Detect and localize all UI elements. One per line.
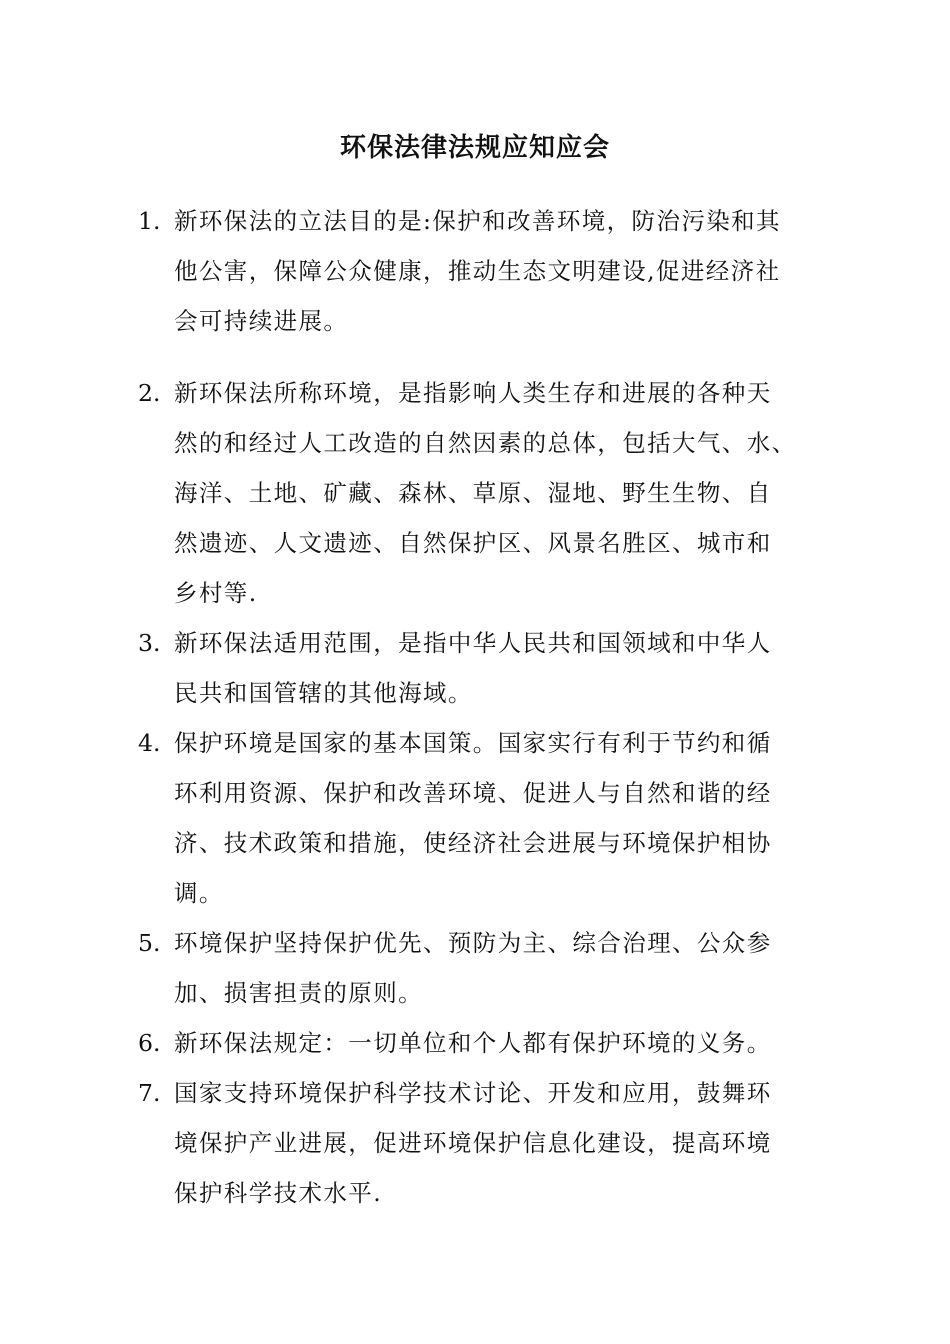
item-text-line: 然的和经过人工改造的自然因素的总体，包括大气、水、 <box>174 429 797 457</box>
item-number: 1. <box>138 207 161 235</box>
item-text-line: 新环保法适用范围，是指中华人民共和国领域和中华人 <box>174 629 772 657</box>
item-text-line: 国家支持环境保护科学技术讨论、开发和应用，鼓舞环 <box>174 1079 772 1107</box>
item-text-line: 调。 <box>174 879 224 907</box>
item-text-line: 济、技术政策和措施，使经济社会进展与环境保护相协 <box>174 829 772 857</box>
item-text-line: 境保护产业进展，促进环境保护信息化建设，提高环境 <box>174 1129 772 1157</box>
item-text-line: 乡村等. <box>174 579 258 607</box>
item-text-line: 他公害，保障公众健康，推动生态文明建设,促进经济社 <box>174 257 781 285</box>
item-text-line: 环利用资源、保护和改善环境、促进人与自然和谐的经 <box>174 779 772 807</box>
item-number: 3. <box>138 629 161 657</box>
list-item-7 <box>138 1068 828 1218</box>
item-text-line: 保护科学技术水平. <box>174 1179 383 1207</box>
list-item-2 <box>138 368 828 618</box>
item-text-line: 环境保护坚持保护优先、预防为主、综合治理、公众参 <box>174 929 772 957</box>
item-text-line: 加、损害担责的原则。 <box>174 979 423 1007</box>
list-item-4 <box>138 718 828 918</box>
item-number: 2. <box>138 379 161 407</box>
item-number: 5. <box>138 929 161 957</box>
item-text-line: 保护环境是国家的基本国策。国家实行有利于节约和循 <box>174 729 772 757</box>
list-item-3 <box>138 618 828 718</box>
item-number: 6. <box>138 1029 161 1057</box>
item-text-line: 新环保法所称环境，是指影响人类生存和进展的各种天 <box>174 379 772 407</box>
paragraph-gap <box>138 346 828 368</box>
item-text-line: 会可持续进展。 <box>174 307 349 335</box>
list-item-6 <box>138 1018 828 1068</box>
page-title: 环保法律法规应知应会 <box>339 133 610 163</box>
item-text-line: 然遗迹、人文遗迹、自然保护区、风景名胜区、城市和 <box>174 529 772 557</box>
item-text-line: 新环保法规定：一切单位和个人都有保护环境的义务。 <box>174 1029 772 1057</box>
item-number: 4. <box>138 729 161 757</box>
list-item-5 <box>138 918 828 1018</box>
item-number: 7. <box>138 1079 161 1107</box>
item-text-line: 民共和国管辖的其他海域。 <box>174 679 473 707</box>
numbered-list <box>138 196 828 1218</box>
item-text-line: 海洋、土地、矿藏、森林、草原、湿地、野生生物、自 <box>174 479 772 507</box>
item-text-line: 新环保法的立法目的是:保护和改善环境，防治污染和其 <box>174 207 781 235</box>
list-item-1 <box>138 196 828 346</box>
